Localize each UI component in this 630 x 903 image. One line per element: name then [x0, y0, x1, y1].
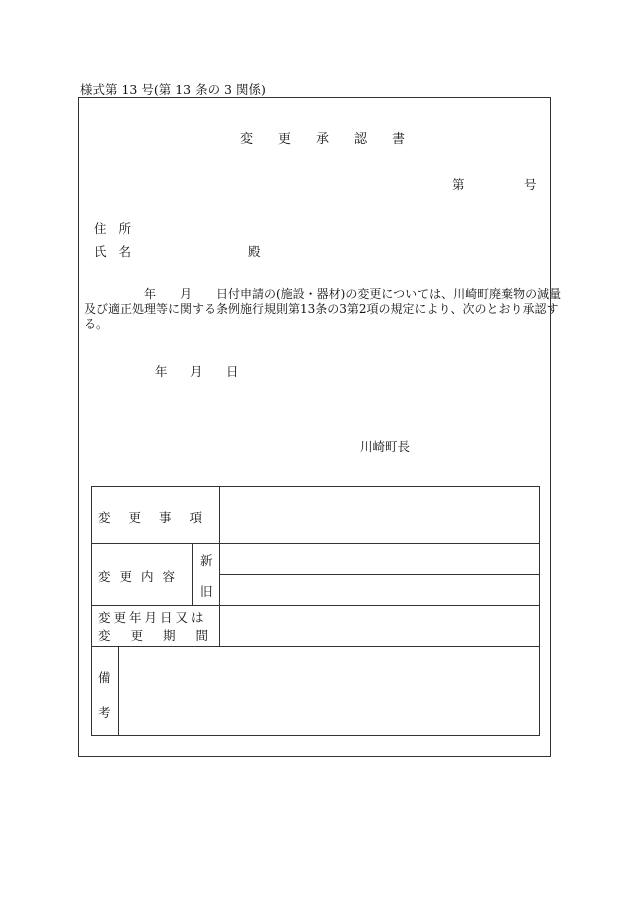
- change-table: [91, 486, 540, 736]
- row-divider: [92, 646, 539, 647]
- column-divider: [192, 543, 193, 605]
- date-month: 月: [190, 364, 203, 379]
- honorific: 殿: [248, 244, 261, 259]
- new-label: 新: [200, 553, 213, 568]
- change-date-label-line2: 変更期間: [98, 628, 229, 643]
- body-line-1: 年 月 日付申請の(施設・器材)の変更については、川崎町廃棄物の減量: [144, 287, 562, 301]
- change-item-label: 変更事項: [98, 510, 221, 525]
- change-date-label-line1: 変更年月日又は: [98, 610, 207, 625]
- form-number: 様式第 13 号(第 13 条の 3 関係): [80, 82, 266, 97]
- remarks-label-bottom: 考: [98, 705, 111, 720]
- row-divider: [219, 574, 539, 575]
- remarks-label-top: 備: [98, 670, 111, 685]
- date-day: 日: [226, 364, 239, 379]
- column-divider: [118, 646, 119, 735]
- row-divider: [92, 605, 539, 606]
- row-divider: [92, 543, 539, 544]
- name-label: 氏 名: [94, 244, 135, 259]
- old-label: 旧: [200, 584, 213, 599]
- change-content-label: 変更内容: [98, 569, 185, 584]
- issuer: 川崎町長: [360, 439, 411, 454]
- date-year: 年: [155, 364, 168, 379]
- number-suffix: 号: [524, 177, 537, 192]
- document-title: 変更承認書: [240, 132, 431, 147]
- body-line-3: る。: [84, 317, 109, 331]
- body-line-2: 及び適正処理等に関する条例施行規則第13条の3第2項の規定により、次のとおり承認す: [84, 302, 559, 316]
- body-text: [84, 287, 562, 332]
- number-prefix: 第: [452, 177, 465, 192]
- address-label: 住 所: [94, 221, 135, 236]
